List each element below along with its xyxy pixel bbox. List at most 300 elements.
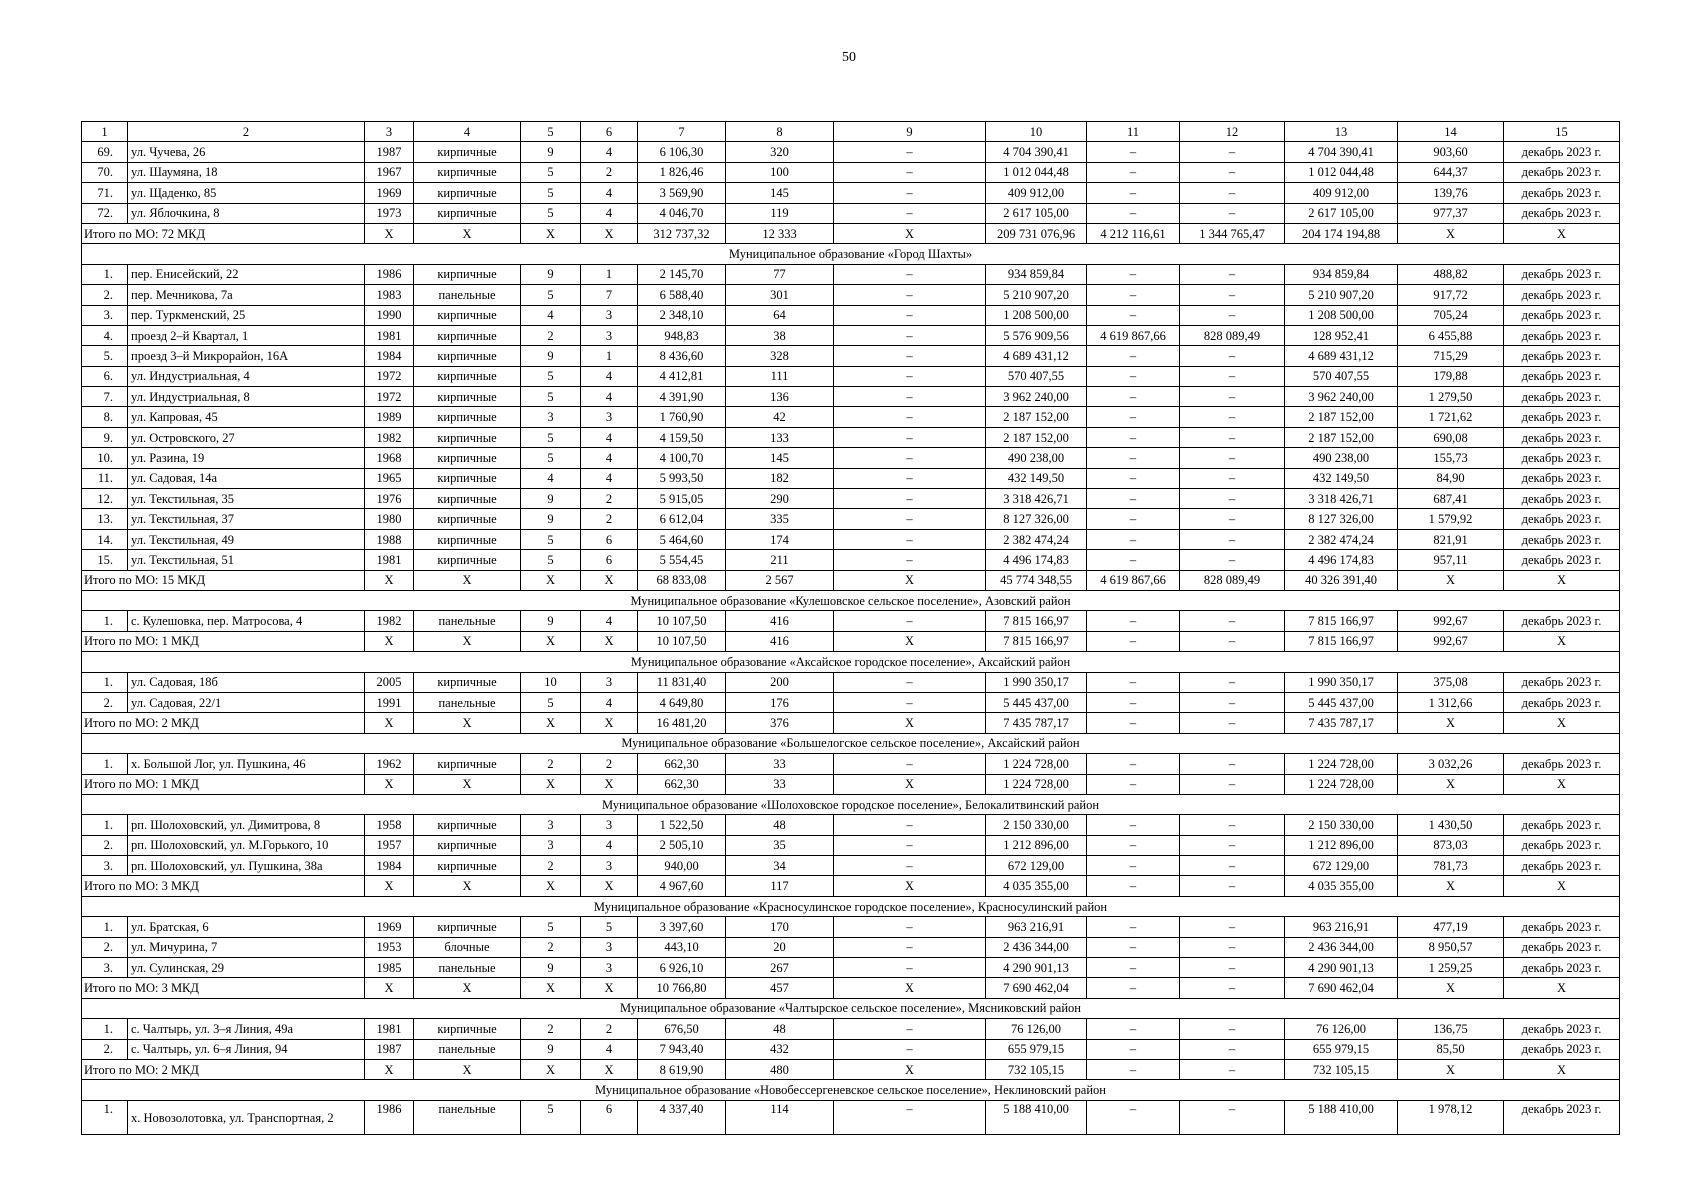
table-cell: 1 — [581, 346, 638, 366]
table-cell: 6 588,40 — [638, 285, 726, 305]
table-cell: 100 — [726, 162, 834, 182]
table-cell: 2 187 152,00 — [986, 427, 1087, 447]
table-cell: 9 — [521, 1039, 581, 1059]
column-header: 12 — [1180, 122, 1285, 142]
table-cell: – — [834, 162, 986, 182]
table-cell: – — [1087, 1059, 1180, 1079]
table-cell: 1. — [82, 1019, 128, 1039]
table-cell: – — [1180, 754, 1285, 774]
table-cell: кирпичные — [414, 815, 521, 835]
table-cell: Х — [521, 570, 581, 590]
table-cell: Х — [581, 713, 638, 733]
table-cell: 432 — [726, 1039, 834, 1059]
table-cell: 111 — [726, 366, 834, 386]
table-cell: 174 — [726, 529, 834, 549]
table-cell: 2 — [581, 1019, 638, 1039]
column-header: 8 — [726, 122, 834, 142]
table-cell: 9 — [521, 509, 581, 529]
table-cell: 781,73 — [1398, 856, 1504, 876]
table-cell: 119 — [726, 203, 834, 223]
table-row — [82, 427, 1620, 447]
table-cell: 2. — [82, 692, 128, 712]
table-cell: – — [1087, 1100, 1180, 1134]
table-cell: – — [1087, 468, 1180, 488]
table-cell: 3. — [82, 958, 128, 978]
table-cell: 375,08 — [1398, 672, 1504, 692]
table-cell: 2. — [82, 1039, 128, 1059]
table-cell: 409 912,00 — [986, 183, 1087, 203]
table-cell: 12 333 — [726, 223, 834, 243]
table-cell: декабрь 2023 г. — [1504, 305, 1620, 325]
table-cell: 4 — [581, 427, 638, 447]
table-cell: 490 238,00 — [986, 448, 1087, 468]
table-cell: 76 126,00 — [986, 1019, 1087, 1039]
table-cell: кирпичные — [414, 407, 521, 427]
table-cell: 16 481,20 — [638, 713, 726, 733]
table-cell: – — [1180, 203, 1285, 223]
table-cell: 1985 — [365, 958, 414, 978]
table-cell: Х — [414, 223, 521, 243]
table-cell: – — [834, 509, 986, 529]
table-cell: 4 — [581, 611, 638, 631]
table-row — [82, 305, 1620, 325]
table-cell: 1965 — [365, 468, 414, 488]
table-cell: – — [1180, 876, 1285, 896]
table-cell: 5 — [581, 917, 638, 937]
table-cell: 9 — [521, 958, 581, 978]
table-cell: кирпичные — [414, 754, 521, 774]
table-cell: – — [1087, 407, 1180, 427]
column-header: 3 — [365, 122, 414, 142]
section-title: Муниципальное образование «Новобессергеневское сельское поселение», Неклиновский район — [82, 1080, 1620, 1100]
table-cell: х. Новозолотовка, ул. Транспортная, 2 — [128, 1100, 365, 1134]
table-cell: 5 576 909,56 — [986, 325, 1087, 345]
table-cell: 4 619 867,66 — [1087, 325, 1180, 345]
table-cell: 9 — [521, 611, 581, 631]
table-cell: Х — [1398, 713, 1504, 733]
table-cell: декабрь 2023 г. — [1504, 489, 1620, 509]
table-cell: 828 089,49 — [1180, 325, 1285, 345]
table-cell: 940,00 — [638, 856, 726, 876]
table-cell: – — [1180, 162, 1285, 182]
section-title: Муниципальное образование «Город Шахты» — [82, 244, 1620, 264]
table-cell: 4 100,70 — [638, 448, 726, 468]
table-row — [82, 387, 1620, 407]
table-cell: 963 216,91 — [986, 917, 1087, 937]
table-cell: 4 — [581, 448, 638, 468]
table-cell: – — [1087, 509, 1180, 529]
table-cell: 1968 — [365, 448, 414, 468]
table-cell: 290 — [726, 489, 834, 509]
table-cell: Х — [581, 1059, 638, 1079]
table-cell: 957,11 — [1398, 550, 1504, 570]
table-cell: 443,10 — [638, 937, 726, 957]
table-cell: 934 859,84 — [986, 264, 1087, 284]
column-header: 6 — [581, 122, 638, 142]
table-cell: 170 — [726, 917, 834, 937]
table-cell: 662,30 — [638, 754, 726, 774]
table-row — [82, 815, 1620, 835]
table-cell: – — [1180, 835, 1285, 855]
table-row — [82, 1100, 1620, 1134]
table-cell: кирпичные — [414, 325, 521, 345]
table-cell: – — [1180, 427, 1285, 447]
table-cell: декабрь 2023 г. — [1504, 692, 1620, 712]
table-cell: 3 — [581, 815, 638, 835]
table-cell: 4 — [581, 142, 638, 162]
table-cell: – — [1180, 468, 1285, 488]
table-cell: 182 — [726, 468, 834, 488]
table-row — [82, 672, 1620, 692]
table-cell: 690,08 — [1398, 427, 1504, 447]
table-cell: 1969 — [365, 183, 414, 203]
table-cell: 1986 — [365, 264, 414, 284]
table-cell: 1 224 728,00 — [1285, 774, 1398, 794]
table-cell: 4 649,80 — [638, 692, 726, 712]
table-cell: 5 — [521, 183, 581, 203]
table-cell: 64 — [726, 305, 834, 325]
table-cell: 4 689 431,12 — [1285, 346, 1398, 366]
table-cell: 2005 — [365, 672, 414, 692]
table-cell: 7 — [581, 285, 638, 305]
table-cell: 1982 — [365, 611, 414, 631]
table-cell: кирпичные — [414, 366, 521, 386]
table-cell: Х — [1504, 713, 1620, 733]
table-cell: – — [834, 550, 986, 570]
table-cell: кирпичные — [414, 203, 521, 223]
table-cell: Х — [521, 631, 581, 651]
total-row — [82, 876, 1620, 896]
table-cell: 5 — [521, 692, 581, 712]
table-cell: – — [1087, 876, 1180, 896]
table-cell: 15. — [82, 550, 128, 570]
table-cell: – — [834, 489, 986, 509]
table-cell: 2. — [82, 835, 128, 855]
table-cell: Х — [834, 223, 986, 243]
table-row — [82, 203, 1620, 223]
table-cell: 1 212 896,00 — [986, 835, 1087, 855]
table-cell: декабрь 2023 г. — [1504, 550, 1620, 570]
table-cell: 4 496 174,83 — [986, 550, 1087, 570]
table-cell: декабрь 2023 г. — [1504, 346, 1620, 366]
table-cell: Х — [1398, 978, 1504, 998]
table-cell: – — [1180, 366, 1285, 386]
table-cell: Х — [834, 570, 986, 590]
total-row — [82, 713, 1620, 733]
table-row — [82, 529, 1620, 549]
table-row — [82, 366, 1620, 386]
table-cell: – — [1180, 713, 1285, 733]
table-cell: панельные — [414, 958, 521, 978]
table-cell: 432 149,50 — [1285, 468, 1398, 488]
table-cell: 4 704 390,41 — [1285, 142, 1398, 162]
table-cell: – — [834, 1039, 986, 1059]
table-cell: 5 — [521, 529, 581, 549]
table-cell: – — [1087, 754, 1180, 774]
table-cell: – — [1087, 305, 1180, 325]
table-row — [82, 142, 1620, 162]
table-cell: 7 690 462,04 — [986, 978, 1087, 998]
table-cell: Х — [1504, 570, 1620, 590]
table-cell: 1967 — [365, 162, 414, 182]
table-cell: ул. Братская, 6 — [128, 917, 365, 937]
table-cell: ул. Садовая, 18б — [128, 672, 365, 692]
table-cell: Итого по МО: 3 МКД — [82, 876, 128, 896]
table-cell: кирпичные — [414, 183, 521, 203]
table-cell: 2 382 474,24 — [1285, 529, 1398, 549]
table-cell: 4 — [581, 366, 638, 386]
table-cell: 72. — [82, 203, 128, 223]
table-cell: 4 412,81 — [638, 366, 726, 386]
table-cell: – — [1180, 142, 1285, 162]
table-cell: 2 — [581, 162, 638, 182]
table-cell: 1. — [82, 611, 128, 631]
table-cell: 301 — [726, 285, 834, 305]
section-title: Муниципальное образование «Аксайское городское поселение», Аксайский район — [82, 652, 1620, 672]
table-cell: декабрь 2023 г. — [1504, 325, 1620, 345]
table-cell: Х — [365, 570, 414, 590]
table-cell: Итого по МО: 1 МКД — [82, 631, 128, 651]
table-cell: 1 212 896,00 — [1285, 835, 1398, 855]
table-cell: – — [834, 427, 986, 447]
table-cell: 2 505,10 — [638, 835, 726, 855]
table-cell: 2 150 330,00 — [1285, 815, 1398, 835]
table-cell: – — [1087, 611, 1180, 631]
table-cell: Х — [521, 713, 581, 733]
table-cell: Итого по МО: 3 МКД — [82, 978, 128, 998]
table-cell: – — [834, 264, 986, 284]
table-cell: 6 — [581, 1100, 638, 1134]
table-cell: панельные — [414, 611, 521, 631]
table-cell: 4 046,70 — [638, 203, 726, 223]
table-cell: кирпичные — [414, 448, 521, 468]
table-cell: декабрь 2023 г. — [1504, 509, 1620, 529]
table-cell: пер. Туркменский, 25 — [128, 305, 365, 325]
table-cell: 4 689 431,12 — [986, 346, 1087, 366]
table-cell: 35 — [726, 835, 834, 855]
table-cell: – — [1180, 264, 1285, 284]
table-cell: 7 435 787,17 — [986, 713, 1087, 733]
table-cell: – — [834, 366, 986, 386]
table-cell: Х — [521, 876, 581, 896]
table-cell: 1976 — [365, 489, 414, 509]
table-cell: 1 579,92 — [1398, 509, 1504, 529]
table-cell: Х — [365, 978, 414, 998]
table-cell: 416 — [726, 631, 834, 651]
table-cell: кирпичные — [414, 346, 521, 366]
table-cell: 480 — [726, 1059, 834, 1079]
table-cell: Х — [581, 978, 638, 998]
table-cell: – — [1180, 529, 1285, 549]
column-header: 4 — [414, 122, 521, 142]
table-cell: – — [1087, 529, 1180, 549]
table-cell: – — [1087, 917, 1180, 937]
table-cell: 655 979,15 — [1285, 1039, 1398, 1059]
table-cell: 71. — [82, 183, 128, 203]
table-cell: 48 — [726, 815, 834, 835]
table-cell: – — [834, 917, 986, 937]
table-cell: 1 990 350,17 — [1285, 672, 1398, 692]
table-cell: – — [1087, 550, 1180, 570]
column-header: 9 — [834, 122, 986, 142]
table-cell: декабрь 2023 г. — [1504, 611, 1620, 631]
table-cell: 117 — [726, 876, 834, 896]
table-cell: 9 — [521, 489, 581, 509]
table-cell: Х — [1504, 223, 1620, 243]
table-cell: – — [834, 958, 986, 978]
table-cell: с. Чалтырь, ул. 3–я Линия, 49а — [128, 1019, 365, 1039]
table-cell: 136 — [726, 387, 834, 407]
table-cell: 2 382 474,24 — [986, 529, 1087, 549]
table-cell: пер. Енисейский, 22 — [128, 264, 365, 284]
table-cell: – — [1180, 407, 1285, 427]
table-cell: – — [834, 754, 986, 774]
table-cell: 5 — [521, 162, 581, 182]
table-cell: 20 — [726, 937, 834, 957]
table-cell: проезд 2–й Квартал, 1 — [128, 325, 365, 345]
table-cell: ул. Текстильная, 35 — [128, 489, 365, 509]
table-cell: 38 — [726, 325, 834, 345]
table-cell: декабрь 2023 г. — [1504, 1019, 1620, 1039]
table-cell: – — [1087, 774, 1180, 794]
table-cell: декабрь 2023 г. — [1504, 815, 1620, 835]
table-cell: 11 831,40 — [638, 672, 726, 692]
table-cell: Х — [414, 631, 521, 651]
table-cell: 2 — [581, 509, 638, 529]
table-cell: 128 952,41 — [1285, 325, 1398, 345]
table-cell: 1. — [82, 917, 128, 937]
table-cell: – — [834, 448, 986, 468]
table-cell: Х — [834, 774, 986, 794]
table-cell: с. Чалтырь, ул. 6–я Линия, 94 — [128, 1039, 365, 1059]
table-cell: 3 569,90 — [638, 183, 726, 203]
table-cell: Х — [1504, 774, 1620, 794]
table-cell: 204 174 194,88 — [1285, 223, 1398, 243]
table-cell: 1 208 500,00 — [1285, 305, 1398, 325]
table-cell: Х — [581, 774, 638, 794]
table-cell: декабрь 2023 г. — [1504, 366, 1620, 386]
table-cell: 821,91 — [1398, 529, 1504, 549]
table-cell: рп. Шолоховский, ул. Пушкина, 38а — [128, 856, 365, 876]
table-cell: 963 216,91 — [1285, 917, 1398, 937]
table-cell: 457 — [726, 978, 834, 998]
table-cell: Х — [365, 631, 414, 651]
table-cell: Х — [521, 223, 581, 243]
table-cell: кирпичные — [414, 672, 521, 692]
table-row — [82, 754, 1620, 774]
table-cell: 68 833,08 — [638, 570, 726, 590]
table-cell: 1980 — [365, 509, 414, 529]
table-cell: – — [1087, 1019, 1180, 1039]
section-title: Муниципальное образование «Кулешовское сельское поселение», Азовский район — [82, 590, 1620, 610]
table-cell: 732 105,15 — [986, 1059, 1087, 1079]
table-cell: 33 — [726, 754, 834, 774]
table-cell: – — [1087, 427, 1180, 447]
table-cell: 655 979,15 — [986, 1039, 1087, 1059]
table-cell: – — [834, 325, 986, 345]
table-cell: Х — [1398, 570, 1504, 590]
table-cell: Х — [414, 876, 521, 896]
table-cell: 5 464,60 — [638, 529, 726, 549]
table-cell: Х — [581, 570, 638, 590]
table-cell: – — [834, 203, 986, 223]
table-cell: Х — [581, 223, 638, 243]
table-cell: 5 993,50 — [638, 468, 726, 488]
table-cell: 1 012 044,48 — [986, 162, 1087, 182]
table-cell: 209 731 076,96 — [986, 223, 1087, 243]
table-cell: 687,41 — [1398, 489, 1504, 509]
table-cell: 1962 — [365, 754, 414, 774]
table-cell: 934 859,84 — [1285, 264, 1398, 284]
table-cell: 45 774 348,55 — [986, 570, 1087, 590]
table-cell: 3 — [581, 937, 638, 957]
table-cell: 2 187 152,00 — [986, 407, 1087, 427]
table-cell: Х — [521, 774, 581, 794]
table-row — [82, 917, 1620, 937]
table-cell: 1957 — [365, 835, 414, 855]
table-cell: 676,50 — [638, 1019, 726, 1039]
table-cell: 705,24 — [1398, 305, 1504, 325]
table-cell: ул. Индустриальная, 4 — [128, 366, 365, 386]
table-cell: 3 397,60 — [638, 917, 726, 937]
table-cell: 1953 — [365, 937, 414, 957]
table-cell: – — [1180, 448, 1285, 468]
column-header: 5 — [521, 122, 581, 142]
table-cell: 40 326 391,40 — [1285, 570, 1398, 590]
table-cell: ул. Капровая, 45 — [128, 407, 365, 427]
table-cell: 477,19 — [1398, 917, 1504, 937]
table-row — [82, 325, 1620, 345]
table-cell: 6 926,10 — [638, 958, 726, 978]
table-cell: 992,67 — [1398, 631, 1504, 651]
table-cell: – — [834, 611, 986, 631]
section-header-row — [82, 733, 1620, 753]
table-cell: 1973 — [365, 203, 414, 223]
table-row — [82, 958, 1620, 978]
table-cell: 6. — [82, 366, 128, 386]
table-cell: – — [1180, 1059, 1285, 1079]
table-cell: – — [1087, 815, 1180, 835]
table-cell: 5 — [521, 427, 581, 447]
table-cell: ул. Щаденко, 85 — [128, 183, 365, 203]
table-row — [82, 162, 1620, 182]
table-cell: 267 — [726, 958, 834, 978]
table-cell: Х — [1504, 876, 1620, 896]
table-cell: 5 188 410,00 — [1285, 1100, 1398, 1134]
column-header: 11 — [1087, 122, 1180, 142]
table-cell: 5 188 410,00 — [986, 1100, 1087, 1134]
total-row — [82, 570, 1620, 590]
table-cell: декабрь 2023 г. — [1504, 529, 1620, 549]
table-cell: 9 — [521, 142, 581, 162]
table-cell: панельные — [414, 1039, 521, 1059]
table-cell: 2 617 105,00 — [1285, 203, 1398, 223]
table-cell: Итого по МО: 72 МКД — [82, 223, 128, 243]
table-row — [82, 937, 1620, 957]
table-row — [82, 611, 1620, 631]
table-cell: 6 — [581, 550, 638, 570]
table-cell: ул. Яблочкина, 8 — [128, 203, 365, 223]
section-title: Муниципальное образование «Красносулинское городское поселение», Красносулинский район — [82, 896, 1620, 916]
table-cell: – — [1180, 958, 1285, 978]
table-cell: 672 129,00 — [986, 856, 1087, 876]
column-header: 7 — [638, 122, 726, 142]
table-cell: 335 — [726, 509, 834, 529]
table-cell: 1 978,12 — [1398, 1100, 1504, 1134]
table-cell: 5 554,45 — [638, 550, 726, 570]
table-cell: 3 — [521, 835, 581, 855]
table-cell: – — [1180, 305, 1285, 325]
